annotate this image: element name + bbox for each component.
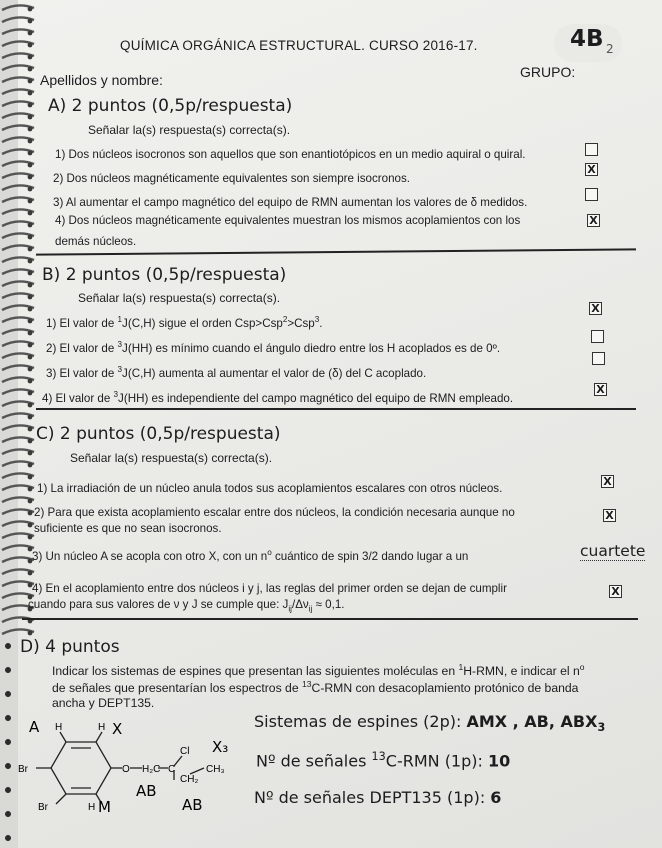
spiral-hole [28,139,33,144]
question-c1: 1) La irradiación de un núcleo anula todos sus acoplamientos escalares con otros núcleos. [37,482,503,495]
spiral-hole [28,19,33,24]
section-d-title: D) 4 puntos [20,637,120,657]
question-a2: 2) Dos núcleos magnéticamente equivalentes son siempre isocronos. [53,172,411,185]
spiral-hole [28,403,33,408]
checkbox-b3[interactable] [592,352,605,365]
divider-c [22,618,638,620]
exam-code-sub: 2 [606,42,614,56]
atom-h-bottom: H [88,802,96,813]
spiral-hole [5,667,11,673]
spiral-hole [5,835,11,841]
question-c3: 3) Un núcleo A se acopla con otro X, con un $n^o$ cuántico de spin 3/2 dando lugar a un [32,548,469,563]
spiral-hole [28,283,33,288]
divider-b [36,408,636,410]
section-a-instruction: Señalar la(s) respuesta(s) correcta(s). [88,123,291,137]
spiral-hole [28,127,33,132]
spiral-hole [28,415,33,420]
spiral-hole [5,643,11,649]
spiral-hole [28,523,33,528]
benzene-ring [51,742,111,794]
group-label: GRUPO: [520,64,576,80]
question-a3: 3) Al aumentar el campo magnético del equipo de RMN aumentan los valores de δ medidos. [53,196,528,209]
checkbox-b4[interactable]: X [594,383,607,396]
label-ab-2: AB [182,796,203,814]
molecule-structure [18,712,248,842]
question-b3: 3) El valor de $^3$J(C,H) aumenta al aumentar el valor de (δ) del C acoplado. [46,365,427,380]
spiral-hole [28,115,33,120]
spiral-hole [28,67,33,72]
spiral-hole [28,187,33,192]
question-b2: 2) El valor de $^3$J(HH) es mínimo cuando el ángulo diedro entre los H acoplados es de 0º. [46,340,501,355]
question-b4: 4) El valor de $^3$J(HH) es independiente del campo magnético del equipo de RMN empleado. [42,390,514,405]
label-ab-1: AB [136,782,157,800]
spiral-hole [28,199,33,204]
question-c4-line2: cuando para sus valores de ν y J se cumple que: $J_{ij}/\Delta\nu_{ij} \approx 0,1$. [28,598,345,614]
checkbox-b2[interactable] [591,330,604,343]
atom-h-top-left: H [55,722,63,733]
spiral-hole [28,571,33,576]
spiral-hole [28,379,33,384]
question-a1: 1) Dos núcleos isocronos son aquellos que son enantiotópicos en un medio aquiral o quiral. [55,148,526,161]
exam-code: 4B [570,26,604,52]
atom-ch3: CH₃ [206,764,225,775]
spiral-hole [28,79,33,84]
spiral-hole [28,307,33,312]
spiral-hole [28,463,33,468]
spiral-hole [28,103,33,108]
label-x3: X₃ [212,738,229,756]
checkbox-c4[interactable]: X [609,585,622,598]
atom-h-top-right: H [98,722,106,733]
name-label: Apellidos y nombre: [40,72,163,88]
spiral-hole [28,223,33,228]
spiral-hole [28,451,33,456]
spiral-hole [28,151,33,156]
spiral-hole [28,163,33,168]
section-b-title: B) 2 puntos (0,5p/respuesta) [42,265,287,285]
atom-c: C [168,764,176,775]
section-a-title: A) 2 puntos (0,5p/respuesta) [48,96,293,116]
checkbox-a4[interactable]: X [587,214,600,227]
question-a4-line2: demás núcleos. [55,235,137,248]
answer-c3[interactable]: cuartete [580,542,646,560]
atom-ch2: CH₂ [180,774,199,785]
question-c2-line1: 2) Para que exista acoplamiento escalar entre dos núcleos, la condición necesaria aunque no [34,506,515,519]
label-m: M [98,798,111,816]
spiral-hole [28,367,33,372]
spiral-hole [28,295,33,300]
spiral-hole [28,535,33,540]
question-b1: 1) El valor de $^1$J(C,H) sigue el orden Csp>Csp$^2$>Csp$^3$. [46,315,323,330]
spiral-hole [5,715,11,721]
atom-o: O [122,764,130,775]
spiral-hole [28,319,33,324]
spiral-hole [28,391,33,396]
spiral-hole [28,427,33,432]
question-a4-line1: 4) Dos núcleos magnéticamente equivalentes muestran los mismos acoplamientos con los [55,214,521,227]
section-b-instruction: Señalar la(s) respuesta(s) correcta(s). [78,291,281,305]
checkbox-a3[interactable] [585,188,598,201]
section-d-instruction-3: ancha y DEPT135. [52,696,155,710]
spiral-hole [28,271,33,276]
spiral-hole [5,811,11,817]
checkbox-c1[interactable]: X [601,475,614,488]
exam-title: QUÍMICA ORGÁNICA ESTRUCTURAL. CURSO 2016-17. [120,38,478,53]
checkbox-a2[interactable]: X [585,163,598,176]
spiral-hole [28,511,33,516]
answer-c13-signals: Nº de señales $^{13}$C-RMN (1p): 10 [256,750,511,771]
question-c4-line1: 4) En el acoplamiento entre dos núcleos i y j, las reglas del primer orden se dejan de cumplir [32,582,507,595]
checkbox-b1[interactable]: X [589,302,602,315]
spiral-hole [28,355,33,360]
spiral-hole [28,31,33,36]
section-d-instruction-2: de señales que presentarían los espectros de $^{13}$C-RMN con desacoplamiento protónico de banda [52,679,579,696]
label-a: A [29,718,40,736]
spiral-hole [28,343,33,348]
atom-br-bottom: Br [38,802,48,813]
spiral-hole [28,259,33,264]
spiral-hole [28,211,33,216]
checkbox-c2[interactable]: X [603,509,616,522]
spiral-hole [28,7,33,12]
atom-cl: Cl [180,746,190,757]
spiral-hole [28,331,33,336]
spiral-hole [28,91,33,96]
section-c-title: C) 2 puntos (0,5p/respuesta) [36,424,281,444]
spiral-hole [5,787,11,793]
label-x: X [112,720,123,738]
spiral-hole [28,235,33,240]
spiral-hole [28,499,33,504]
spiral-hole [28,175,33,180]
answer-spin-systems: Sistemas de espines (2p): AMX , AB, $ABX_3$ [254,712,606,735]
question-c2-line2: suficiente es que no sean isocronos. [34,522,222,535]
atom-br-left: Br [18,764,28,775]
spiral-hole [28,631,33,636]
spiral-hole [28,247,33,252]
section-d-instruction-1: Indicar los sistemas de espines que presentan las siguientes moléculas en $^1$H-RMN, e indicar el $n^o$ [52,662,585,679]
spiral-hole [28,43,33,48]
spiral-hole [28,55,33,60]
checkbox-a1[interactable] [585,143,598,156]
section-c-instruction: Señalar la(s) respuesta(s) correcta(s). [70,451,273,465]
spiral-hole [28,487,33,492]
answer-dept-signals: Nº de señales DEPT135 (1p): 6 [254,788,502,807]
spiral-hole [5,691,11,697]
spiral-hole [5,763,11,769]
spiral-hole [5,739,11,745]
spiral-hole [28,475,33,480]
atom-h2c: H₂C [142,764,161,775]
spiral-hole [28,439,33,444]
